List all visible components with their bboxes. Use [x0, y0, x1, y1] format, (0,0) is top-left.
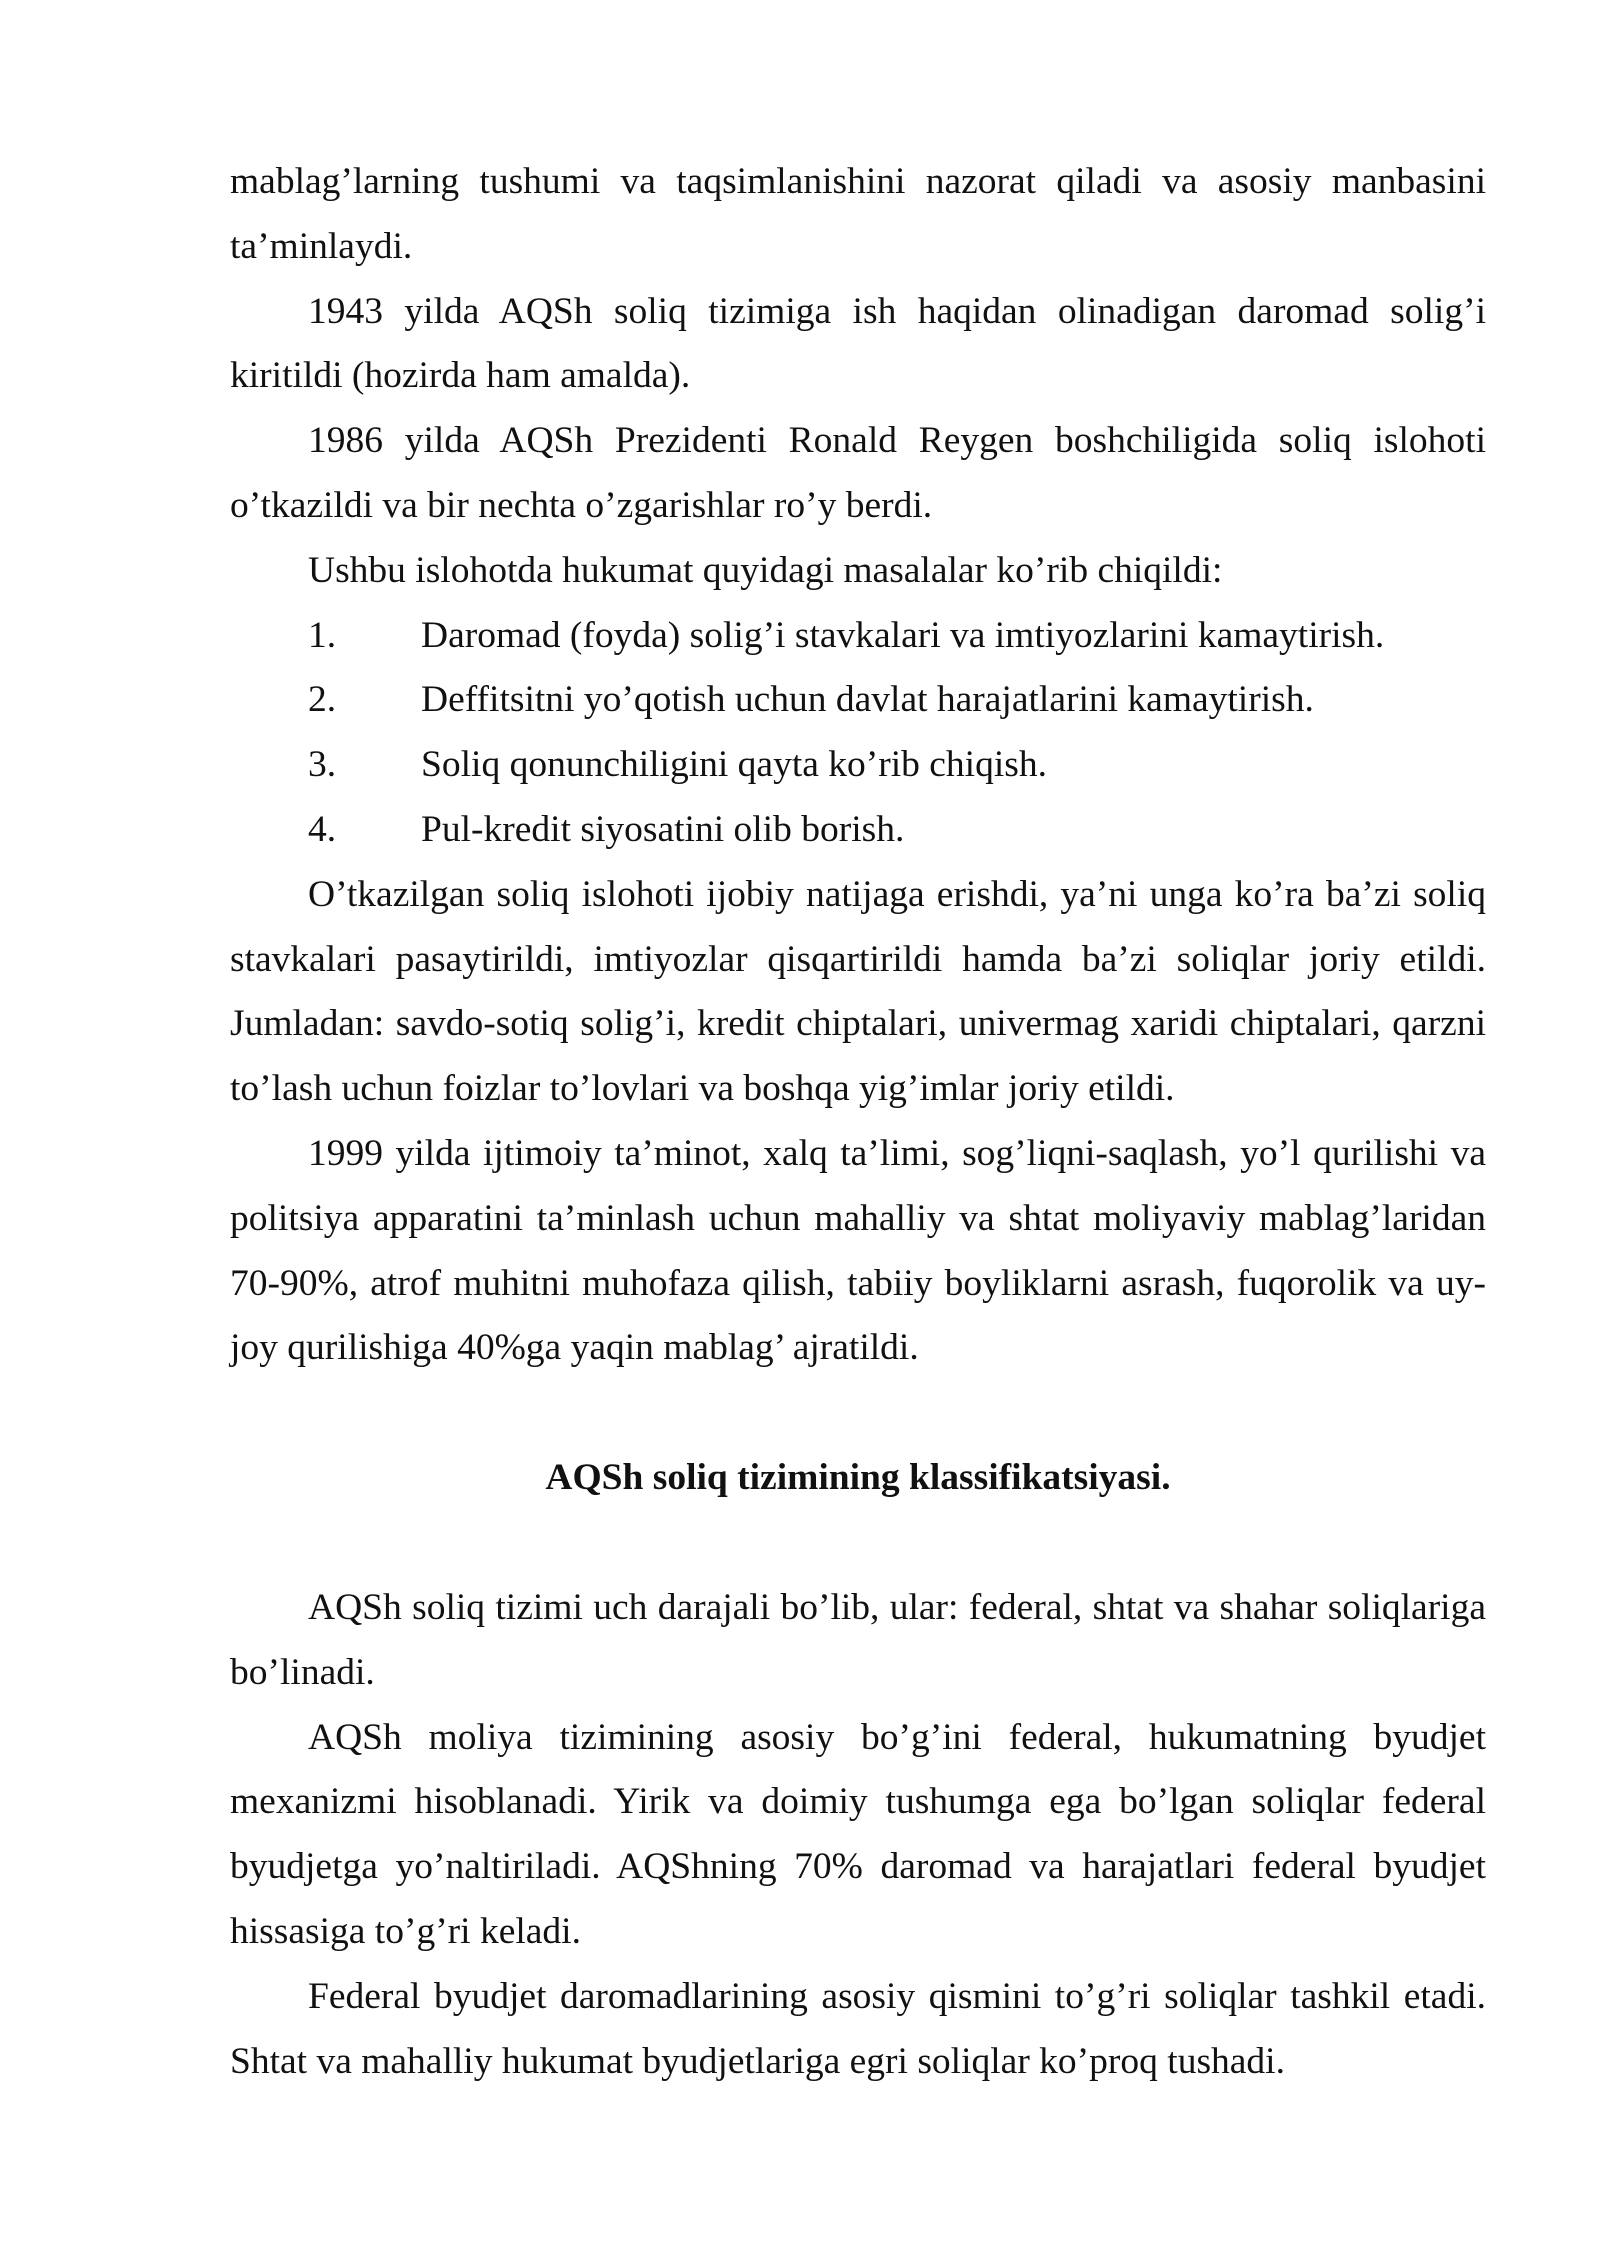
- list-item-text: Daromad (foyda) solig’i stavkalari va imtiyozlarini kamaytirish.: [421, 614, 1385, 656]
- paragraph: Ushbu islohotda hukumat quyidagi masalalar ko’rib chiqildi:: [308, 549, 1223, 591]
- list-item-text: Deffitsitni yo’qotish uchun davlat harajatlarini kamaytirish.: [421, 679, 1314, 721]
- paragraph: AQSh moliya tizimining asosiy bo’g’ini federal, hukumatning byudjet mexanizmi hisoblanadi. Yirik va doimiy tushumga ega bo’lgan soliqlar federal byudjetga yo’naltiriladi. AQShning 70% daromad va harajatlari federal byudjet hissasiga to’g’ri keladi.: [230, 1716, 1486, 1952]
- paragraphs-bottom: [230, 1576, 1486, 2094]
- paragraph: O’tkazilgan soliq islohoti ijobiy natijaga erishdi, ya’ni unga ko’ra ba’zi soliq stavkalari pasaytirildi, imtiyozlar qisqartirildi hamda ba’zi soliqlar joriy etildi. Jumladan: savdo-sotiq solig’i, kredit chiptalari, univermag xaridi chiptalari, qarzni to’lash uchun foizlar to’lovlari va boshqa yig’imlar joriy etildi.: [230, 873, 1486, 1110]
- document-page: [230, 150, 1486, 2094]
- numbered-list: [230, 604, 1486, 863]
- list-item: [230, 733, 1486, 798]
- list-item-number: 2.: [308, 679, 337, 721]
- section-heading: AQSh soliq tizimining klassifikatsiyasi.: [545, 1457, 1171, 1499]
- spacer: [230, 1511, 1486, 1576]
- paragraph: 1986 yilda AQSh Prezidenti Ronald Reygen boshchiligida soliq islohoti o’tkazildi va bir nechta o’zgarishlar ro’y berdi.: [230, 420, 1486, 526]
- list-item-number: 4.: [308, 808, 337, 850]
- paragraphs-top: [230, 150, 1486, 604]
- list-item: [230, 798, 1486, 863]
- paragraph: mablag’larning tushumi va taqsimlanishini nazorat qiladi va asosiy manbasini ta’minlaydi.: [230, 161, 1486, 267]
- list-item-number: 1.: [308, 614, 337, 656]
- spacer: [230, 1381, 1486, 1446]
- list-item: [230, 604, 1486, 669]
- list-item-number: 3.: [308, 744, 337, 786]
- paragraph: Federal byudjet daromadlarining asosiy qismini to’g’ri soliqlar tashkil etadi. Shtat va mahalliy hukumat byudjetlariga egri soliqlar ko’proq tushadi.: [230, 1975, 1486, 2082]
- list-item-text: Pul-kredit siyosatini olib borish.: [421, 808, 905, 850]
- list-item-text: Soliq qonunchiligini qayta ko’rib chiqish.: [421, 744, 1047, 786]
- list-item: [230, 668, 1486, 733]
- paragraph: 1943 yilda AQSh soliq tizimiga ish haqidan olinadigan daromad solig’i kiritildi (hozirda ham amalda).: [230, 290, 1486, 397]
- paragraphs-mid: [230, 863, 1486, 1381]
- paragraph: 1999 yilda ijtimoiy ta’minot, xalq ta’limi, sog’liqni-saqlash, yo’l qurilishi va politsiya apparatini ta’minlash uchun mahalliy va shtat moliyaviy mablag’laridan 70-90%, atrof muhitni muhofaza qilish, tabiiy boyliklarni asrash, fuqorolik va uy-joy qurilishiga 40%ga yaqin mablag’ ajratildi.: [230, 1132, 1486, 1369]
- paragraph: AQSh soliq tizimi uch darajali bo’lib, ular: federal, shtat va shahar soliqlariga bo’linadi.: [230, 1586, 1486, 1693]
